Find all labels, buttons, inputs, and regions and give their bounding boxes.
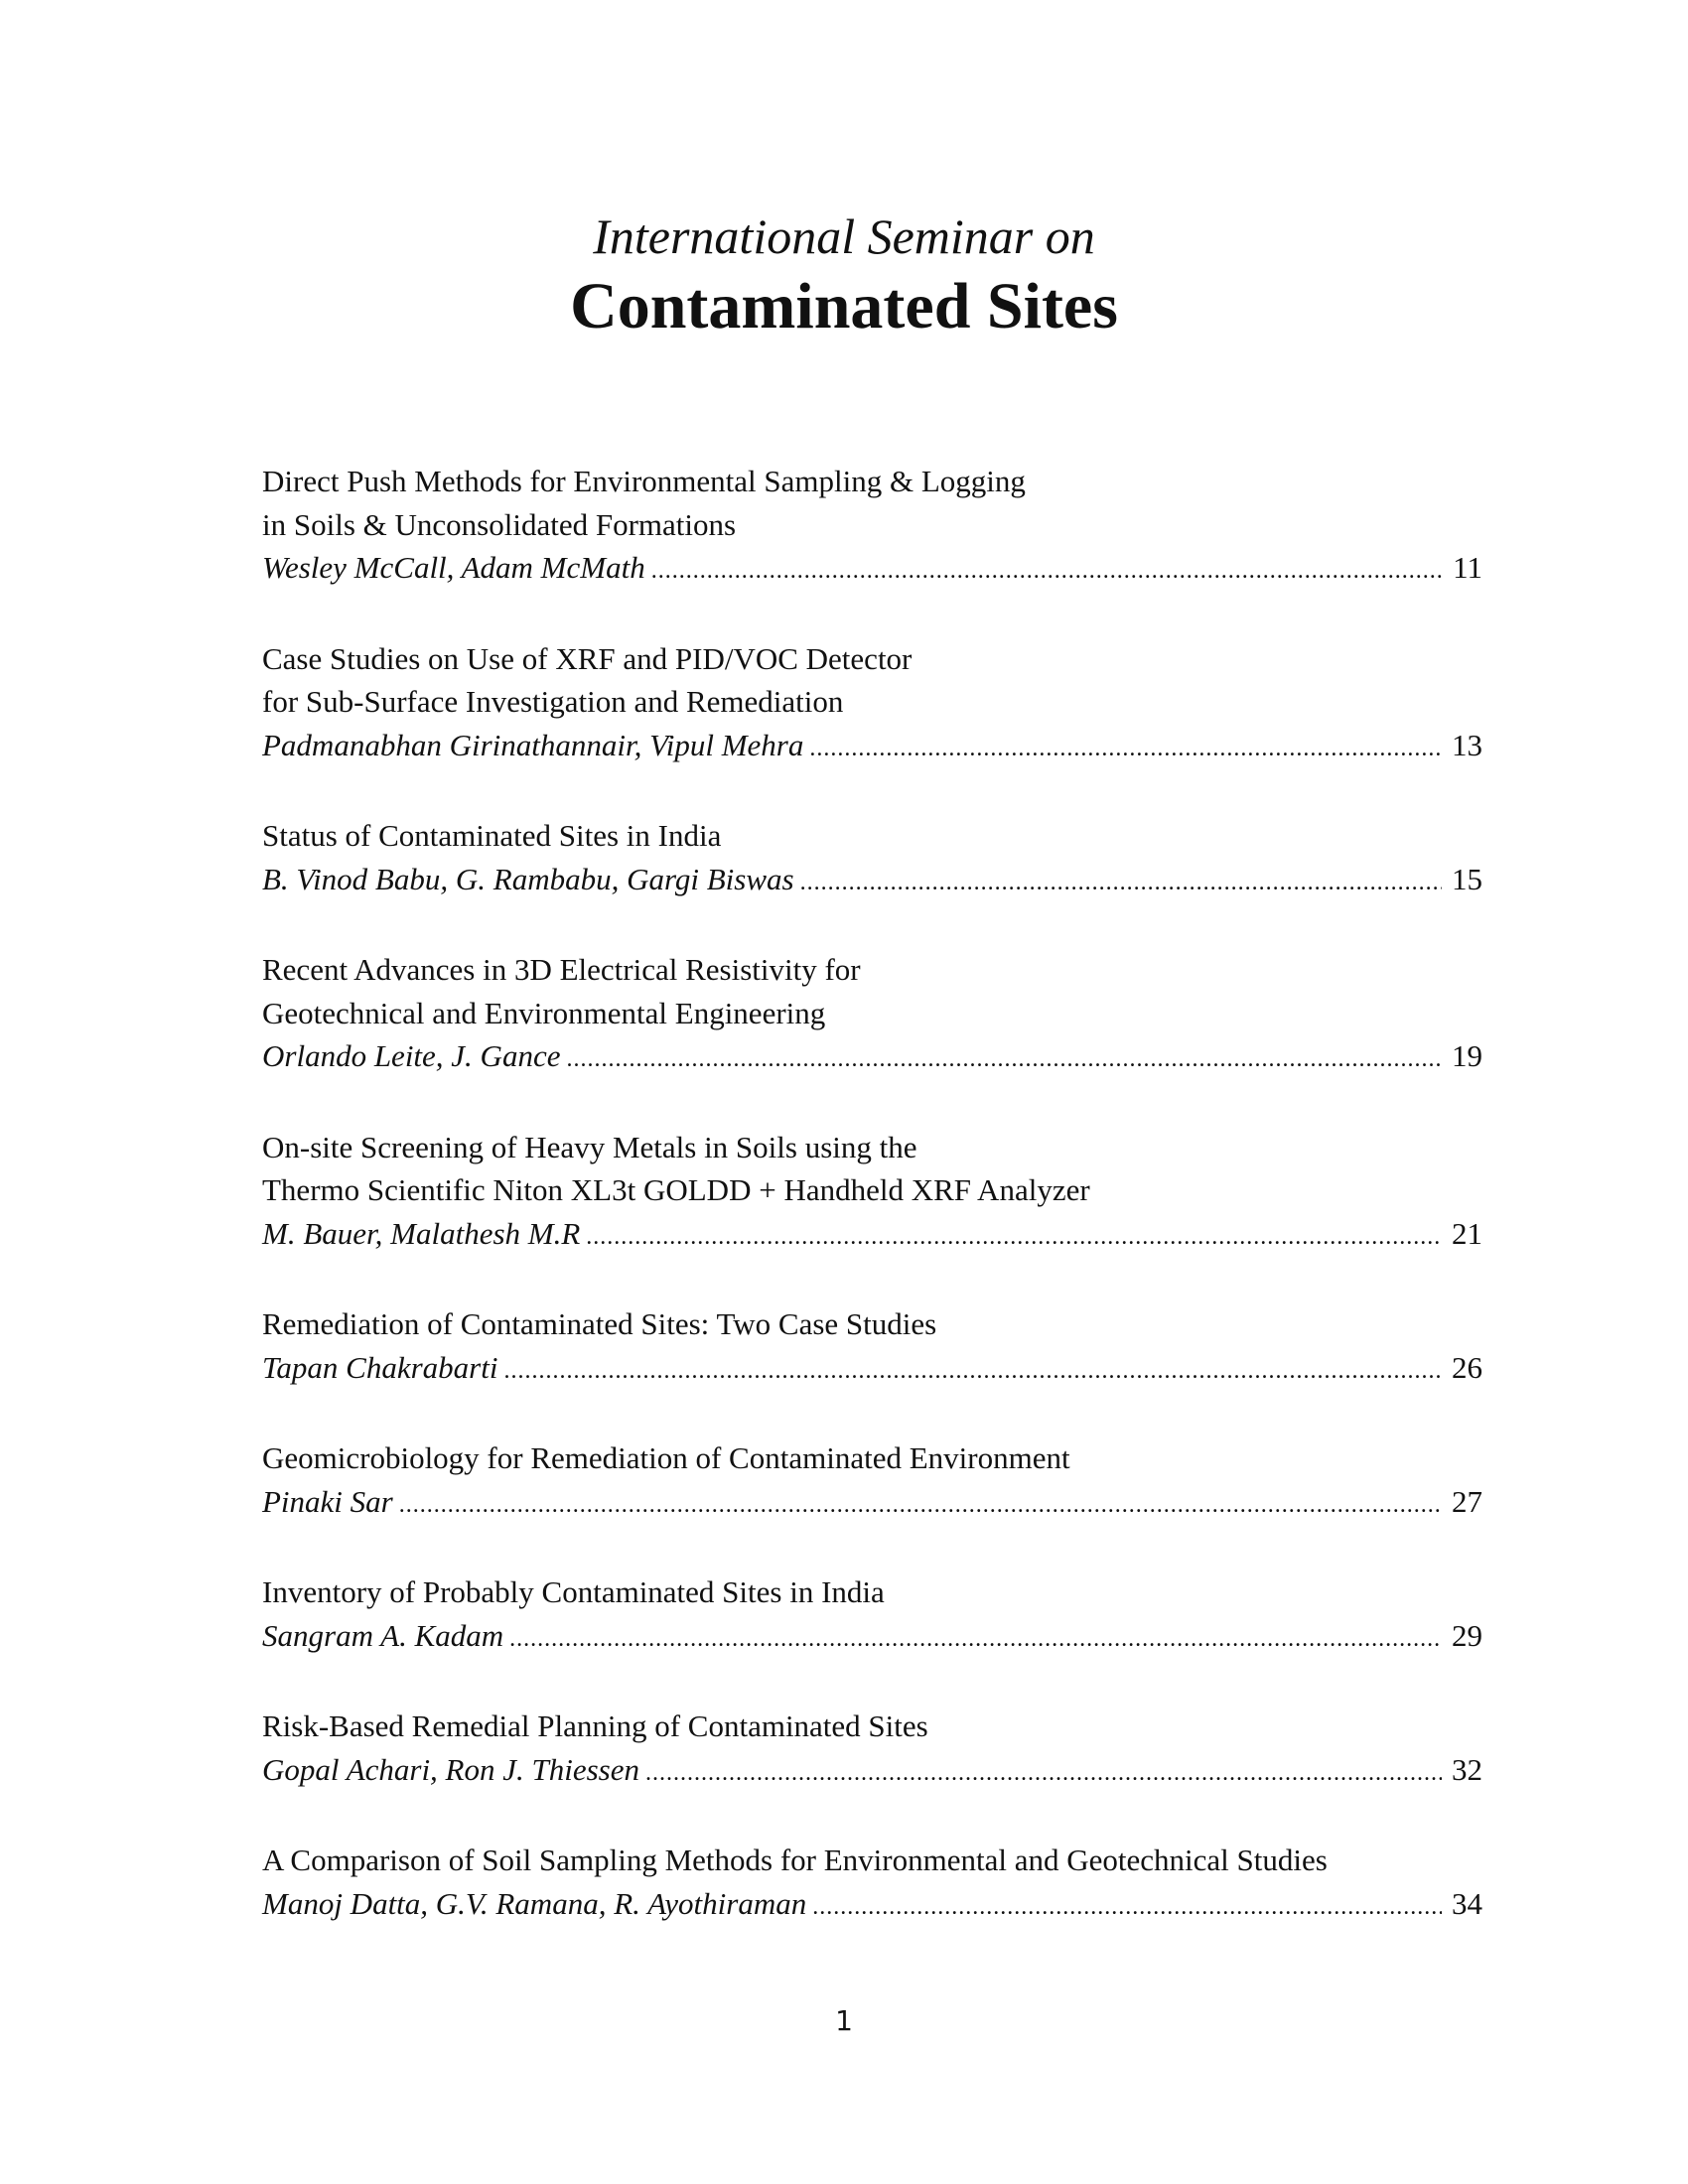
entry-page-number: 13 — [1452, 727, 1482, 762]
seminar-title: Contaminated Sites — [570, 270, 1118, 342]
dot-leader — [809, 728, 1442, 771]
entry-title-line: Status of Contaminated Sites in India — [262, 818, 722, 853]
entry-title-line: Geomicrobiology for Remediation of Contaminated Environment — [262, 1440, 1070, 1475]
seminar-subtitle: International Seminar on — [593, 208, 1095, 264]
entry-authors: Wesley McCall, Adam McMath — [262, 550, 645, 585]
toc-entry — [262, 1839, 1482, 1929]
dot-leader — [566, 1038, 1442, 1082]
entry-authors: Pinaki Sar — [262, 1483, 393, 1519]
entry-title-line: Risk-Based Remedial Planning of Contaminated Sites — [262, 1708, 928, 1743]
toc-entry — [262, 948, 1482, 1082]
toc-entry — [262, 460, 1482, 594]
entry-authors: Tapan Chakrabarti — [262, 1349, 498, 1385]
dot-leader — [509, 1618, 1442, 1662]
entry-page-number: 34 — [1452, 1885, 1482, 1921]
toc-entry — [262, 1705, 1482, 1795]
entry-title-line: Inventory of Probably Contaminated Sites in India — [262, 1574, 885, 1609]
entry-authors: B. Vinod Babu, G. Rambabu, Gargi Biswas — [262, 861, 794, 896]
toc-entry — [262, 1436, 1482, 1527]
entry-author-row — [262, 1614, 1482, 1662]
entry-author-row — [262, 1748, 1482, 1796]
entry-author-row — [262, 858, 1482, 905]
entry-title-line: Geotechnical and Environmental Engineering — [262, 995, 826, 1030]
entry-page-number: 27 — [1452, 1483, 1482, 1519]
entry-page-number: 11 — [1453, 550, 1482, 585]
dot-leader — [651, 550, 1443, 594]
page-number: 1 — [835, 2004, 853, 2037]
toc-entry — [262, 637, 1482, 771]
toc-entry — [262, 1126, 1482, 1260]
entry-title-line: for Sub-Surface Investigation and Remediation — [262, 684, 844, 719]
entry-authors: Gopal Achari, Ron J. Thiessen — [262, 1751, 640, 1787]
entry-title-line: Recent Advances in 3D Electrical Resistivity for — [262, 952, 861, 987]
entry-title-line: Thermo Scientific Niton XL3t GOLDD + Handheld XRF Analyzer — [262, 1172, 1090, 1207]
toc-entry — [262, 1570, 1482, 1661]
entry-page-number: 26 — [1452, 1349, 1482, 1385]
entry-author-row — [262, 1212, 1482, 1260]
entry-authors: Manoj Datta, G.V. Ramana, R. Ayothiraman — [262, 1885, 807, 1921]
entry-author-row — [262, 1480, 1482, 1528]
entry-author-row — [262, 1882, 1482, 1930]
entry-authors: Orlando Leite, J. Gance — [262, 1038, 561, 1073]
dot-leader — [645, 1752, 1442, 1796]
dot-leader — [399, 1484, 1442, 1528]
document-header — [0, 206, 1688, 345]
entry-title-line: Remediation of Contaminated Sites: Two Case Studies — [262, 1306, 937, 1341]
entry-authors: Padmanabhan Girinathannair, Vipul Mehra — [262, 727, 804, 762]
dot-leader — [800, 862, 1442, 905]
entry-author-row — [262, 546, 1482, 594]
entry-author-row — [262, 1034, 1482, 1082]
entry-title-line: in Soils & Unconsolidated Formations — [262, 506, 737, 542]
entry-page-number: 15 — [1452, 861, 1482, 896]
entry-authors: Sangram A. Kadam — [262, 1617, 504, 1653]
entry-title-line: Direct Push Methods for Environmental Sampling & Logging — [262, 464, 1026, 498]
entry-author-row — [262, 1346, 1482, 1394]
table-of-contents — [262, 460, 1482, 1973]
entry-page-number: 29 — [1452, 1617, 1482, 1653]
entry-authors: M. Bauer, Malathesh M.R — [262, 1215, 581, 1251]
dot-leader — [586, 1216, 1442, 1260]
toc-entry — [262, 1302, 1482, 1393]
toc-entry — [262, 814, 1482, 904]
entry-page-number: 21 — [1452, 1215, 1482, 1251]
entry-author-row — [262, 724, 1482, 771]
dot-leader — [503, 1350, 1442, 1394]
entry-page-number: 32 — [1452, 1751, 1482, 1787]
dot-leader — [812, 1886, 1442, 1930]
entry-page-number: 19 — [1452, 1038, 1482, 1073]
entry-title-line: On-site Screening of Heavy Metals in Soils using the — [262, 1129, 917, 1164]
entry-title-line: A Comparison of Soil Sampling Methods for Environmental and Geotechnical Studies — [262, 1843, 1328, 1877]
entry-title-line: Case Studies on Use of XRF and PID/VOC Detector — [262, 640, 913, 676]
